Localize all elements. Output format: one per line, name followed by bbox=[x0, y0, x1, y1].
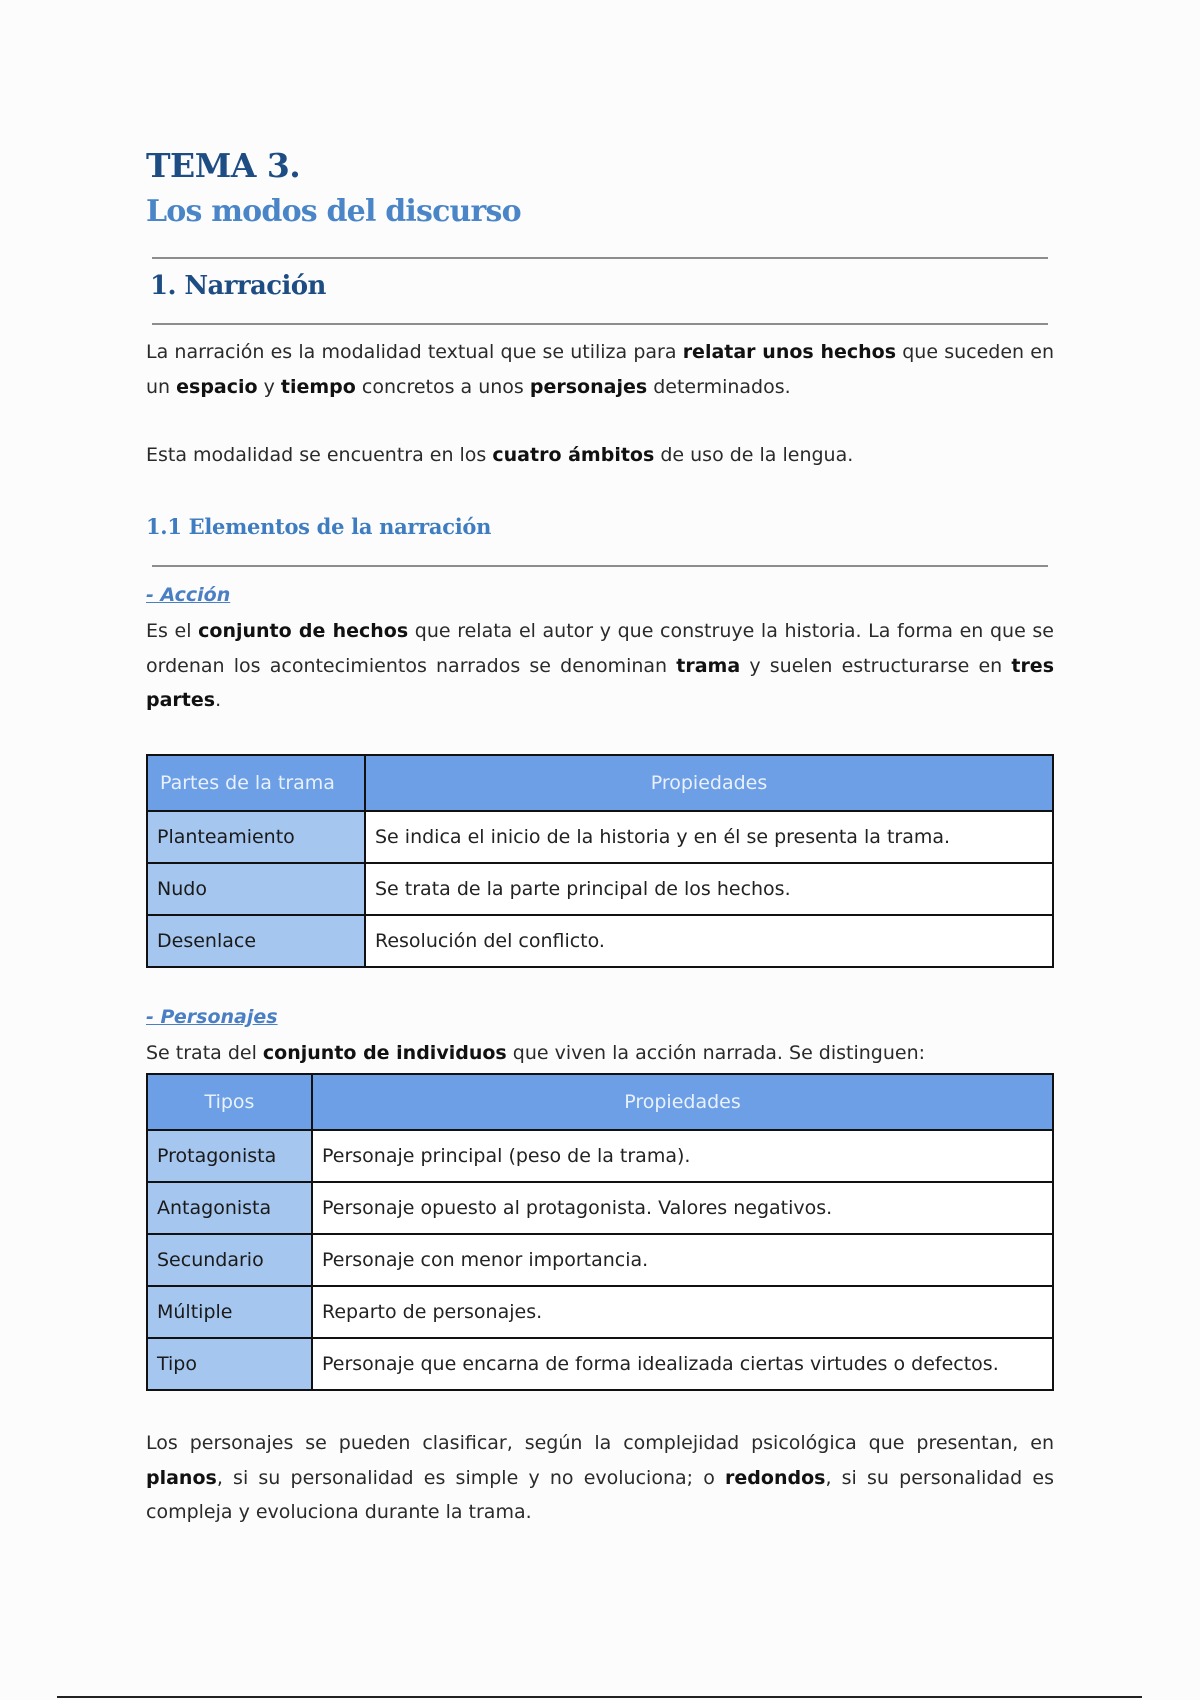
table-row bbox=[147, 811, 1053, 863]
table-cell-value: Personaje que encarna de forma idealizada ciertas virtudes o defectos. bbox=[312, 1338, 1053, 1390]
table-row bbox=[147, 1234, 1053, 1286]
table-row bbox=[147, 1130, 1053, 1182]
table-cell-key: Tipo bbox=[147, 1338, 312, 1390]
page-title: TEMA 3. bbox=[146, 146, 301, 185]
trama-table bbox=[146, 754, 1054, 968]
table-cell-key: Planteamiento bbox=[147, 811, 365, 863]
ambitos-paragraph: Esta modalidad se encuentra en los cuatro ámbitos de uso de la lengua. bbox=[146, 444, 854, 466]
table-cell-key: Protagonista bbox=[147, 1130, 312, 1182]
divider bbox=[152, 565, 1048, 567]
table-header-cell: Tipos bbox=[147, 1074, 312, 1130]
divider bbox=[152, 257, 1048, 259]
table-row bbox=[147, 1338, 1053, 1390]
table-cell-key: Nudo bbox=[147, 863, 365, 915]
table-cell-value: Se indica el inicio de la historia y en él se presenta la trama. bbox=[365, 811, 1053, 863]
table-cell-key: Desenlace bbox=[147, 915, 365, 967]
table-header-cell: Partes de la trama bbox=[147, 755, 365, 811]
table-cell-value: Personaje con menor importancia. bbox=[312, 1234, 1053, 1286]
table-header-row bbox=[147, 1074, 1053, 1130]
table-cell-value: Reparto de personajes. bbox=[312, 1286, 1053, 1338]
page-subtitle: Los modos del discurso bbox=[146, 194, 521, 229]
table-header-cell: Propiedades bbox=[365, 755, 1053, 811]
intro-paragraph: La narración es la modalidad textual que se utiliza para relatar unos hechos que suceden en un espacio y tiempo concretos a unos personajes determinados. bbox=[146, 341, 1055, 398]
accion-paragraph: Es el conjunto de hechos que relata el autor y que construye la historia. La forma en que se ordenan los acontecimientos narrados se denominan trama y suelen estructurarse en tres partes. bbox=[146, 620, 1055, 711]
table-header-row bbox=[147, 755, 1053, 811]
table-row bbox=[147, 863, 1053, 915]
accion-heading: - Acción bbox=[146, 584, 231, 606]
table-cell-value: Se trata de la parte principal de los hechos. bbox=[365, 863, 1053, 915]
table-cell-value: Resolución del conflicto. bbox=[365, 915, 1053, 967]
table-cell-key: Múltiple bbox=[147, 1286, 312, 1338]
table-row bbox=[147, 1286, 1053, 1338]
table-row bbox=[147, 915, 1053, 967]
table-cell-key: Secundario bbox=[147, 1234, 312, 1286]
section-heading-narracion: 1. Narración bbox=[150, 271, 326, 301]
tipos-table bbox=[146, 1073, 1054, 1391]
subsection-heading-elementos: 1.1 Elementos de la narración bbox=[146, 514, 492, 539]
table-cell-key: Antagonista bbox=[147, 1182, 312, 1234]
table-cell-value: Personaje principal (peso de la trama). bbox=[312, 1130, 1053, 1182]
table-cell-value: Personaje opuesto al protagonista. Valores negativos. bbox=[312, 1182, 1053, 1234]
personajes-paragraph: Se trata del conjunto de individuos que viven la acción narrada. Se distinguen: bbox=[146, 1042, 926, 1064]
divider bbox=[152, 323, 1048, 325]
personajes-heading: - Personajes bbox=[146, 1006, 278, 1028]
table-header-cell: Propiedades bbox=[312, 1074, 1053, 1130]
footer-divider bbox=[57, 1696, 1142, 1698]
clasificacion-paragraph: Los personajes se pueden clasificar, según la complejidad psicológica que presentan, en planos, si su personalidad es simple y no evoluciona; o redondos, si su personalidad es compleja y evoluciona durante la trama. bbox=[146, 1432, 1054, 1523]
table-row bbox=[147, 1182, 1053, 1234]
